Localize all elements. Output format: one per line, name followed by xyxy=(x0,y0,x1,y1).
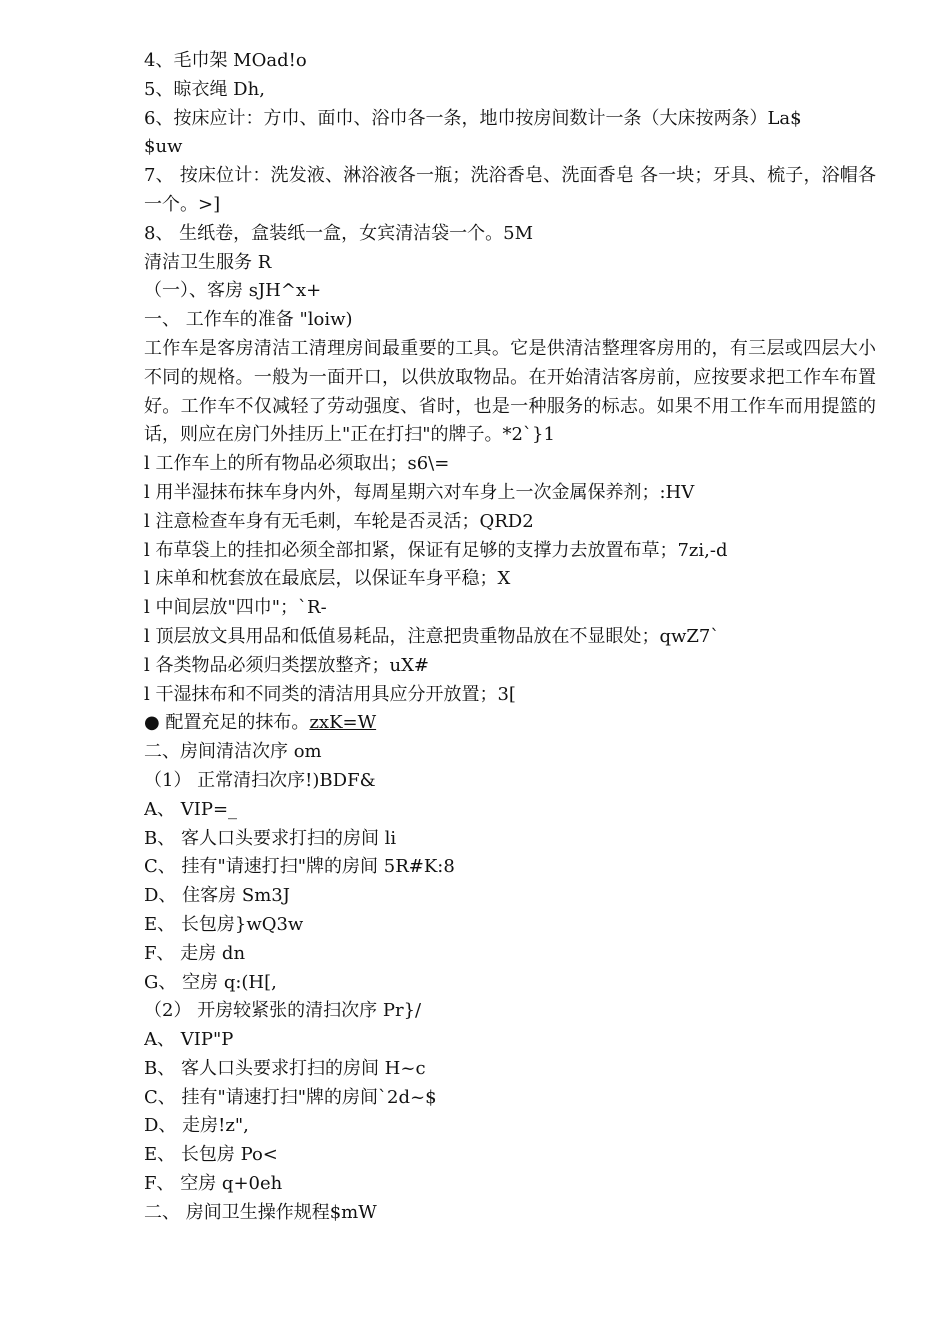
list-item: l 顶层放文具用品和低值易耗品，注意把贵重物品放在不显眼处；qwZ7` xyxy=(144,625,720,647)
underlined-text: zxK=W xyxy=(309,712,377,734)
list-item: l 中间层放"四巾"；`R- xyxy=(144,597,327,619)
list-item: C、 挂有"请速打扫"牌的房间 5R#K:8 xyxy=(144,856,455,878)
section-heading: 清洁卫生服务 R xyxy=(144,251,272,273)
list-item: E、 长包房}wQ3w xyxy=(144,913,304,935)
text-line: 6、按床应计：方巾、面巾、浴巾各一条，地巾按房间数计一条（大床按两条）La$ xyxy=(144,107,802,129)
list-item: l 床单和枕套放在最底层，以保证车身平稳；X xyxy=(144,568,511,590)
bullet-text: ● 配置充足的抹布。 xyxy=(144,712,310,734)
paragraph: 工作车是客房清洁工清理房间最重要的工具。它是供清洁整理客房用的，有三层或四层大小不同的规格。一般为一面开口，以供放取物品。在开始清洁客房前，应按要求把工作车布置好。工作车不仅减轻了劳动强度、省时，也是一种服务的标志。如果不用工作车而用提篮的话，则应在房门外挂历上"正在打扫"的牌子。*2`}1 xyxy=(144,337,876,446)
subsection-heading: （1） 正常清扫次序!)BDF& xyxy=(144,769,376,791)
section-heading: （一）、客房 sJH^x+ xyxy=(144,280,322,302)
list-item: l 布草袋上的挂扣必须全部扣紧，保证有足够的支撑力去放置布草；7zi,-d xyxy=(144,539,728,561)
list-item xyxy=(144,709,876,738)
list-item: F、 空房 q+0eh xyxy=(144,1173,283,1195)
list-item: B、 客人口头要求打扫的房间 li xyxy=(144,827,397,849)
list-item: D、 走房!z", xyxy=(144,1115,249,1137)
list-item: l 用半湿抹布抹车身内外，每周星期六对车身上一次金属保养剂；:HV xyxy=(144,481,695,503)
text-line: 4、毛巾架 MOad!o xyxy=(144,50,307,71)
list-item: l 各类物品必须归类摆放整齐；uX# xyxy=(144,654,429,676)
list-item: l 注意检查车身有无毛刺，车轮是否灵活；QRD2 xyxy=(144,510,534,532)
list-item: B、 客人口头要求打扫的房间 H~c xyxy=(144,1057,426,1079)
paragraph: 7、 按床位计：洗发液、淋浴液各一瓶；洗浴香皂、洗面香皂 各一块；牙具、梳子，浴帽各一个。>] xyxy=(144,165,876,215)
list-item: l 干湿抹布和不同类的清洁用具应分开放置；3[ xyxy=(144,683,516,705)
text-line: $uw xyxy=(144,136,183,158)
document-page xyxy=(144,47,876,1228)
text-line: 8、 生纸卷，盒装纸一盒，女宾清洁袋一个。5M xyxy=(144,222,534,244)
section-heading: 二、 房间卫生操作规程$mW xyxy=(144,1201,377,1223)
text-line: 5、晾衣绳 Dh, xyxy=(144,78,265,100)
list-item: D、 住客房 Sm3J xyxy=(144,885,290,907)
list-item: C、 挂有"请速打扫"牌的房间`2d~$ xyxy=(144,1086,437,1108)
list-item: E、 长包房 Po< xyxy=(144,1144,278,1166)
section-heading: 一、 工作车的准备 "loiw) xyxy=(144,309,353,331)
list-item: G、 空房 q:(H[, xyxy=(144,971,277,993)
section-heading: 二、房间清洁次序 om xyxy=(144,741,322,763)
list-item: A、 VIP"P xyxy=(144,1029,234,1051)
list-item: l 工作车上的所有物品必须取出；s6\= xyxy=(144,453,450,475)
list-item: F、 走房 dn xyxy=(144,942,246,964)
list-item: A、 VIP=_ xyxy=(144,798,238,820)
subsection-heading: （2） 开房较紧张的清扫次序 Pr}/ xyxy=(144,1000,422,1022)
